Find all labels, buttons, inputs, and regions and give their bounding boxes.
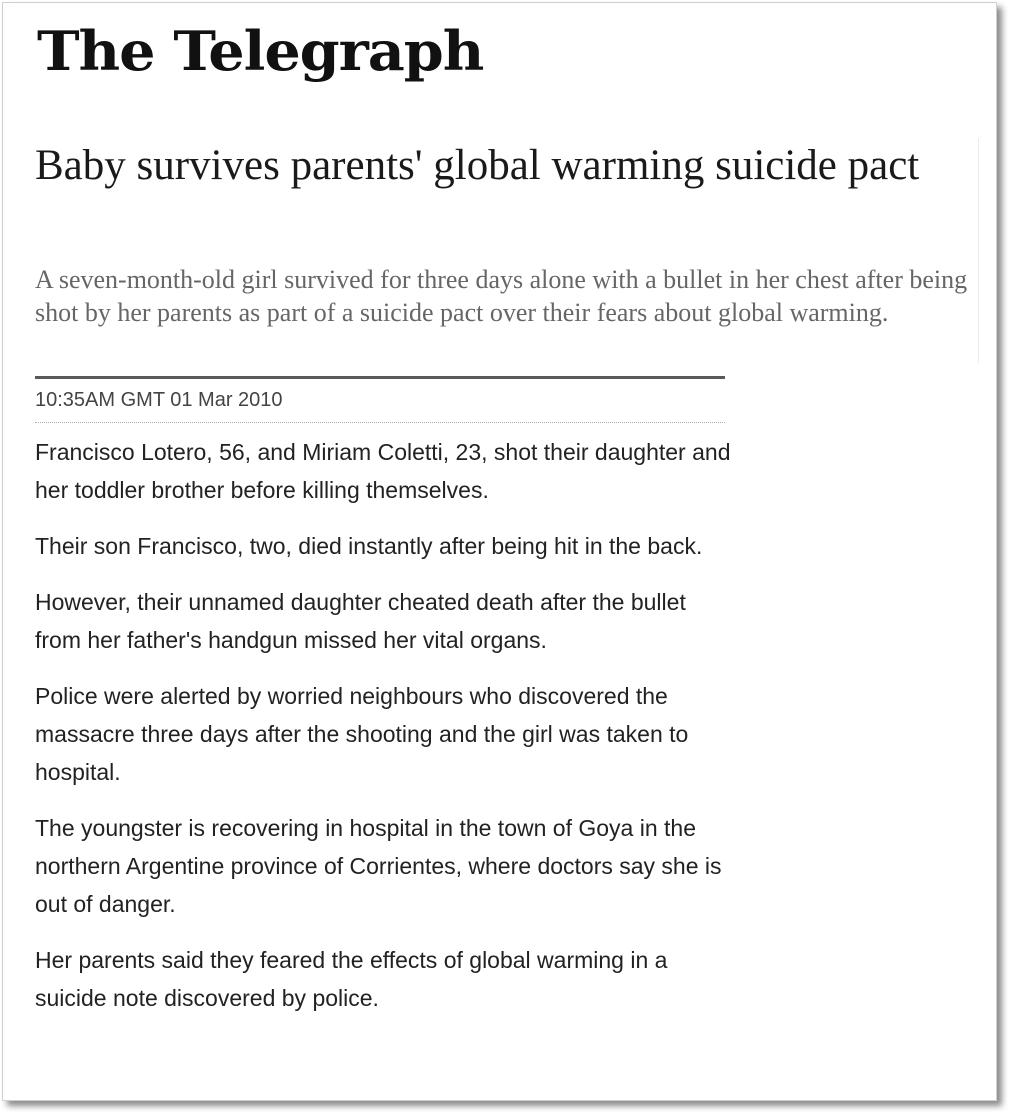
article-paragraph: Police were alerted by worried neighbours who discovered the massacre three days after the shooting and the girl was taken to hospital. [35,683,689,785]
column-divider [978,138,979,363]
article-paragraph: The youngster is recovering in hospital in the town of Goya in the northern Argentine province of Corrientes, where doctors say she is out of danger. [35,815,722,917]
article-standfirst: A seven-month-old girl survived for three days alone with a bullet in her chest after being shot by her parents as part of a suicide pact over their fears about global warming. [35,265,968,327]
article-paragraph: Her parents said they feared the effects of global warming in a suicide note discovered by police. [35,947,668,1011]
article-dateline: 10:35AM GMT 01 Mar 2010 [35,376,725,423]
article-card [2,2,997,1101]
telegraph-logo[interactable]: The Telegraph [37,19,484,83]
article-headline: Baby survives parents' global warming suicide pact [35,142,920,189]
article-body [35,433,735,1035]
article-paragraph: However, their unnamed daughter cheated death after the bullet from her father's handgun missed her vital organs. [35,589,686,653]
article-paragraph: Their son Francisco, two, died instantly after being hit in the back. [35,533,703,559]
article-paragraph: Francisco Lotero, 56, and Miriam Coletti, 23, shot their daughter and her toddler brother before killing themselves. [35,439,731,503]
